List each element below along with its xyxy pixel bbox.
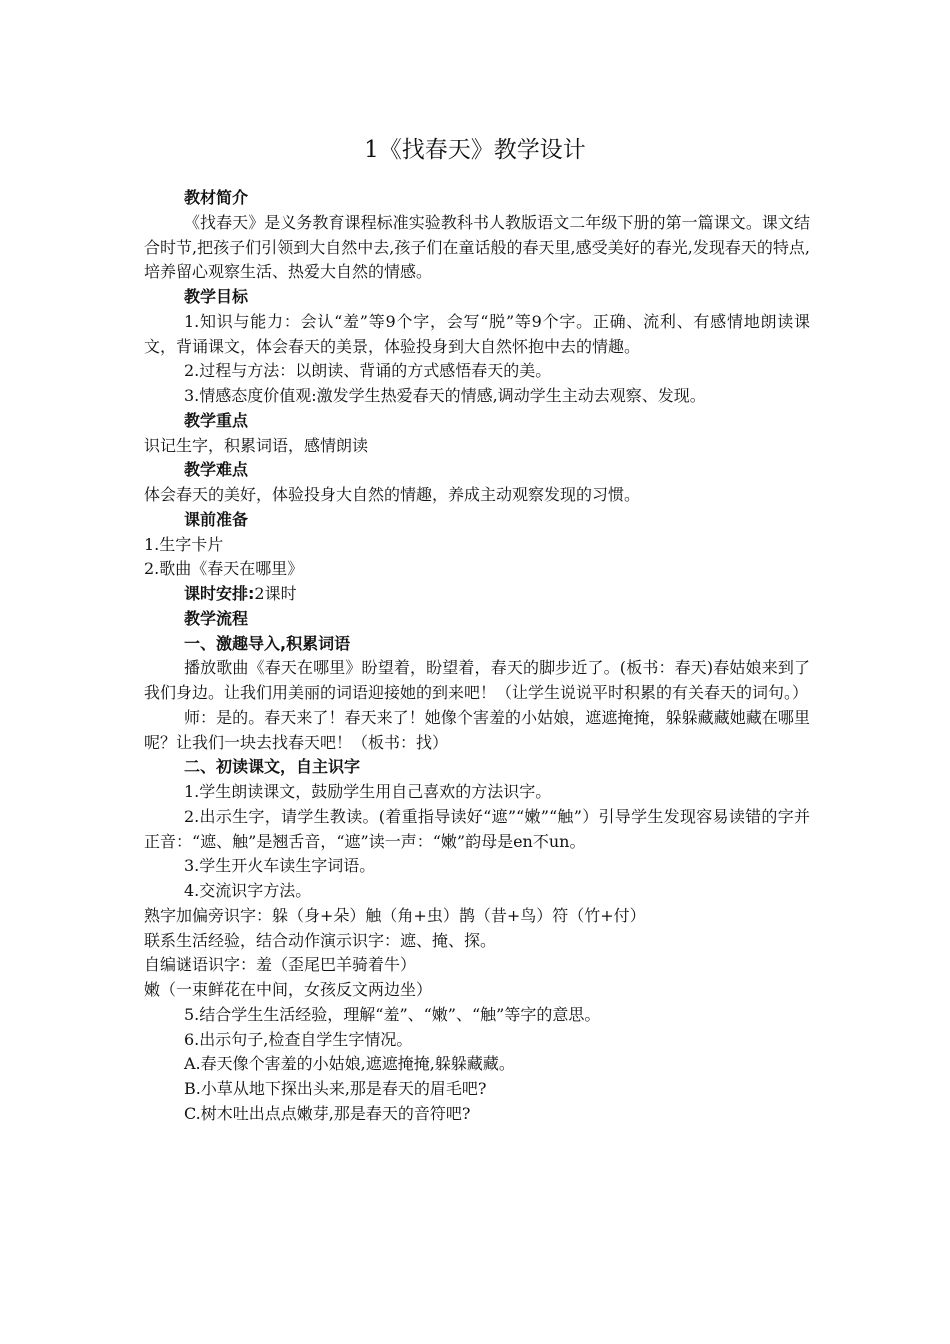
key-points-heading: 教学重点 — [184, 410, 249, 430]
document-title: 1《找春天》教学设计 — [364, 137, 586, 163]
part2-item-4: 4.交流识字方法。 — [184, 881, 312, 900]
sentence-a: A.春天像个害羞的小姑娘,遮遮掩掩,躲躲藏藏。 — [184, 1054, 515, 1074]
goal-item-2: 2.过程与方法：以朗读、背诵的方式感悟春天的美。 — [184, 361, 552, 381]
goal-item-1: 1.知识与能力：会认“羞”等9个字，会写“脱”等9个字。正确、流利、有感情地朗读课文，背诵课文，体会春天的美景，体验投身到大自然怀抱中去的情趣。 — [144, 311, 810, 356]
class-hours-line — [144, 582, 810, 607]
flow-heading: 教学流程 — [184, 608, 249, 628]
part2-item-1: 1.学生朗读课文，鼓励学生用自己喜欢的方法识字。 — [184, 782, 552, 801]
preparation-item-1: 1.生字卡片 — [144, 534, 224, 554]
goal-item-3: 3.情感态度价值观:激发学生热爱春天的情感,调动学生主动去观察、发现。 — [184, 386, 706, 405]
part1-paragraph-2: 师：是的。春天来了！春天来了！她像个害羞的小姑娘，遮遮掩掩，躲躲藏藏她藏在哪里呢？让我们一块去找春天吧！（板书：找） — [144, 707, 810, 752]
part2-item-5: 5.结合学生生活经验，理解“羞”、“嫩”、“触”等字的意思。 — [184, 1004, 601, 1024]
part2-item-2: 2.出示生字，请学生教读。(着重指导读好“遮”“嫩”“触”）引导学生发现容易读错的字并正音：“遮、触”是翘舌音，“遮”读一声：“嫩”韵母是en不un。 — [144, 806, 810, 851]
class-hours-value: 2课时 — [254, 584, 297, 603]
method-item-1: 熟字加偏旁识字：躲（身+朵）触（角+虫）鹊（昔+鸟）符（竹+付） — [144, 905, 646, 925]
document-body — [144, 186, 810, 1127]
part1-paragraph-1: 播放歌曲《春天在哪里》盼望着，盼望着，春天的脚步近了。(板书：春天)春姑娘来到了我们身边。让我们用美丽的词语迎接她的到来吧！（让学生说说平时积累的有关春天的词句。） — [144, 658, 810, 702]
key-points-text: 识记生字，积累词语，感情朗读 — [144, 435, 369, 455]
difficulty-text: 体会春天的美好，体验投身大自然的情趣，养成主动观察发现的习惯。 — [144, 485, 641, 504]
sentence-c: C.树木吐出点点嫩芽,那是春天的音符吧? — [184, 1103, 471, 1123]
part2-item-6: 6.出示句子,检查自学生字情况。 — [184, 1029, 413, 1049]
part2-heading: 二、初读课文，自主识字 — [184, 757, 361, 777]
method-item-4: 嫩（一束鲜花在中间，女孩反文两边坐） — [144, 980, 433, 999]
class-hours-label: 课时安排: — [184, 584, 255, 603]
part2-item-3: 3.学生开火车读生字词语。 — [184, 856, 376, 876]
preparation-heading: 课前准备 — [184, 509, 249, 529]
intro-heading: 教材简介 — [184, 188, 249, 207]
goals-heading: 教学目标 — [184, 287, 249, 306]
sentence-b: B.小草从地下探出头来,那是春天的眉毛吧? — [184, 1079, 487, 1098]
difficulty-heading: 教学难点 — [184, 460, 249, 480]
method-item-2: 联系生活经验，结合动作演示识字：遮、掩、探。 — [144, 930, 497, 950]
intro-paragraph: 《找春天》是义务教育课程标准实验教科书人教版语文二年级下册的第一篇课文。课文结合时节,把孩子们引领到大自然中去,孩子们在童话般的春天里,感受美好的春光,发现春天的特点,培养留心观察生活、热爱大自然的情感。 — [144, 212, 810, 282]
preparation-item-2: 2.歌曲《春天在哪里》 — [144, 559, 304, 579]
part1-heading: 一、激趣导入,积累词语 — [184, 633, 351, 653]
method-item-3: 自编谜语识字：羞（歪尾巴羊骑着牛） — [144, 955, 417, 975]
